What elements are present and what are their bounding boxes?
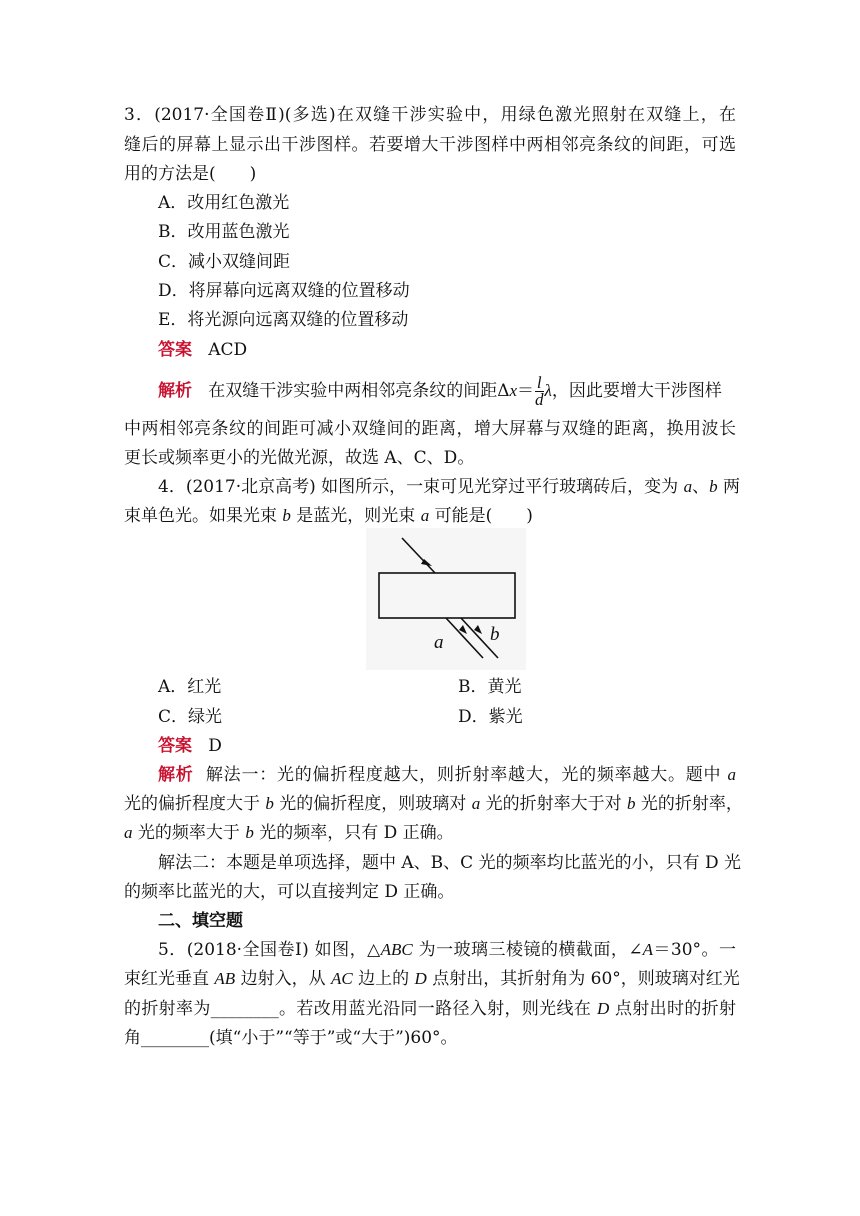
answer-label: 答案 — [158, 736, 192, 756]
q4-analysis-line2: 光的偏折程度大于 b 光的偏折程度，则玻璃对 a 光的折射率大于对 b 光的折射率， — [124, 794, 743, 814]
analysis-label: 解析 — [158, 765, 194, 785]
q3-option-b: B．改用蓝色激光 — [158, 222, 290, 242]
q3-option-c: C．减小双缝间距 — [158, 252, 291, 272]
q3-option-d: D．将屏幕向远离双缝的位置移动 — [158, 281, 410, 301]
answer-label: 答案 — [158, 340, 192, 360]
q4-answer — [158, 735, 770, 759]
q4-option-c: C．绿光 — [158, 707, 223, 727]
q3-stem-line2: 缝后的屏幕上显示出干涉图样。若要增大干涉图样中两相邻亮条纹的间距，可选 — [124, 135, 736, 155]
q4-option-d: D．紫光 — [458, 707, 523, 727]
q5-stem-line2: 束红光垂直 AB 边射入，从 AC 边上的 D 点射出，其折射角为 60°，则玻璃对红光 — [124, 969, 740, 989]
answer-value: D — [208, 736, 222, 756]
q5-stem-line3: 的折射率为________。若改用蓝光沿同一路径入射，则光线在 D 点射出时的折射 — [124, 999, 737, 1019]
q4-analysis-line1: 解析 解法一：光的偏折程度越大，则折射率越大，光的频率越大。题中 a — [158, 765, 736, 785]
label-a: a — [434, 632, 444, 653]
q4-stem-line1: 4．(2017·北京高考) 如图所示，一束可见光穿过平行玻璃砖后，变为 a、b 两 — [158, 477, 740, 497]
q4-analysis-line3: a 光的频率大于 b 光的频率，只有 D 正确。 — [124, 823, 454, 843]
q5-stem-line4: 角________(填“小于”“等于”或“大于”)60°。 — [124, 1028, 458, 1048]
q3-option-e: E．将光源向远离双缝的位置移动 — [158, 310, 409, 330]
label-b: b — [490, 624, 500, 645]
q3-analysis-line2: 中两相邻亮条纹的间距可减小双缝间的距离，增大屏幕与双缝的距离，换用波长 — [124, 419, 736, 439]
q3-answer — [158, 339, 770, 363]
section-heading: 二、填空题 — [158, 911, 243, 931]
q4-method2-line1: 解法二：本题是单项选择，题中 A、B、C 光的频率均比蓝光的小，只有 D 光 — [158, 853, 742, 873]
analysis-label: 解析 — [158, 381, 192, 401]
q3-option-a: A．改用红色激光 — [158, 193, 290, 213]
q3-analysis-line3: 更长或频率更小的光做光源，故选 A、C、D。 — [124, 448, 475, 468]
q4-option-b: B．黄光 — [458, 677, 522, 697]
q3-analysis-line1: 解析 在双缝干涉实验中两相邻亮条纹的间距Δx＝ $\frac{l}{d}$ λ，因此要增大干涉图样 — [158, 373, 722, 409]
q4-method2-line2: 的频率比蓝光的大，可以直接判定 D 正确。 — [124, 882, 455, 902]
answer-value: ACD — [208, 340, 248, 360]
q3-stem-line3: 用的方法是( ) — [124, 164, 257, 184]
q5-stem-line1: 5．(2018·全国卷Ⅰ) 如图，△ABC 为一玻璃三棱镜的横截面，∠A＝30°。一 — [158, 940, 736, 960]
q4-stem-line2: 束单色光。如果光束 b 是蓝光，则光束 a 可能是( ) — [124, 506, 533, 526]
fraction-l-over-d: $\frac{l}{d}$ — [535, 373, 544, 409]
figure-background — [366, 528, 526, 670]
q4-option-a: A．红光 — [158, 677, 222, 697]
glass-brick-figure — [366, 528, 526, 670]
q3-stem-line1: 3．(2017·全国卷Ⅱ)(多选)在双缝干涉实验中，用绿色激光照射在双缝上，在 — [124, 105, 736, 125]
